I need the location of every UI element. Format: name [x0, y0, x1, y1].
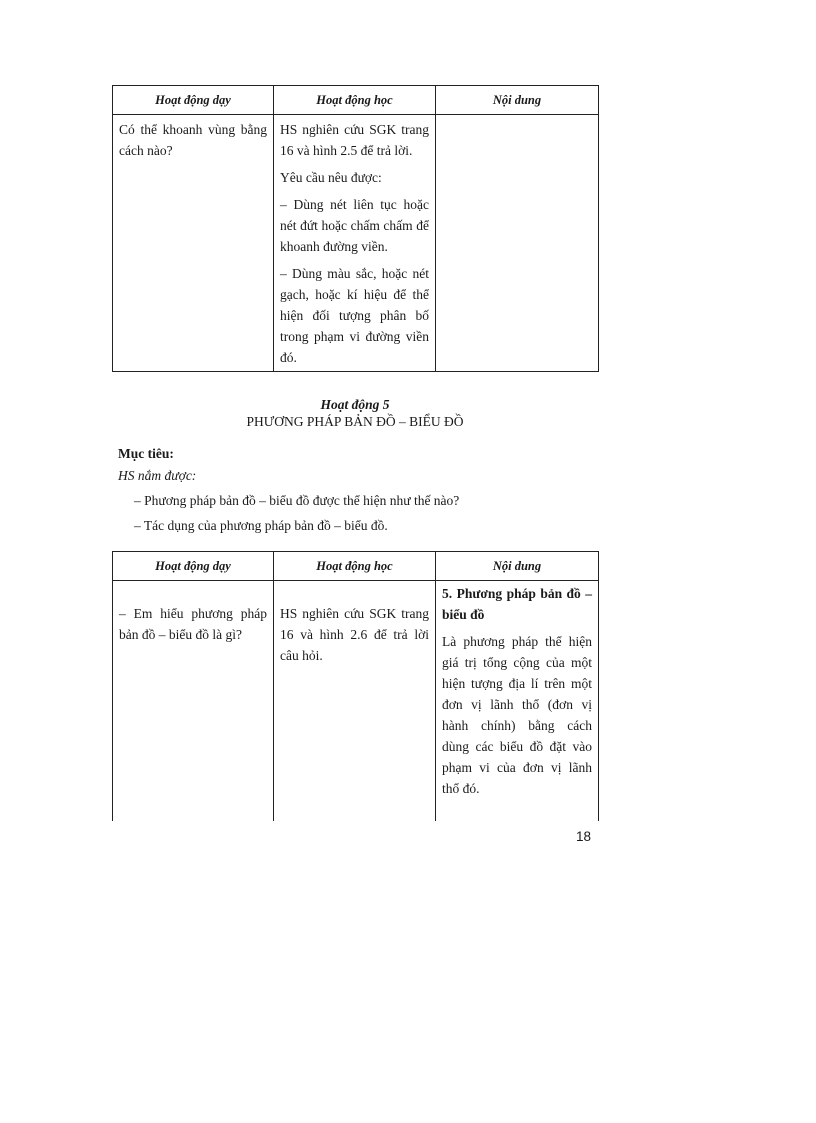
- learning-paragraph: – Dùng nét liên tục hoặc nét đứt hoặc chấm chấm để khoanh đường viền.: [280, 197, 429, 254]
- teaching-question: – Em hiểu phương pháp bản đồ – biểu đồ là gì?: [119, 606, 267, 642]
- cell-content: [436, 115, 599, 372]
- header-content: Nội dung: [436, 552, 599, 581]
- teaching-question: Có thể khoanh vùng bằng cách nào?: [119, 122, 267, 158]
- activity-table-1: [112, 85, 599, 372]
- page-number: 18: [576, 829, 592, 844]
- cell-learning: [274, 581, 436, 822]
- learning-paragraph: Yêu cầu nêu được:: [280, 170, 382, 185]
- objective-item: – Phương pháp bản đồ – biểu đồ được thể hiện như thế nào?: [134, 493, 460, 508]
- learning-paragraph: – Dùng màu sắc, hoặc nét gạch, hoặc kí hiệu để thể hiện đối tượng phân bố trong phạm vi đường viền đó.: [280, 266, 429, 365]
- header-learning: Hoạt động học: [274, 86, 436, 115]
- objective-item: – Tác dụng của phương pháp bản đồ – biểu đồ.: [134, 518, 388, 533]
- content-body: Là phương pháp thể hiện giá trị tổng cộng của một hiện tượng địa lí trên một đơn vị lãnh thổ (đơn vị hành chính) bằng cách dùng các biểu đồ đặt vào phạm vi của đơn vị lãnh thổ đó.: [442, 634, 592, 796]
- header-learning: Hoạt động học: [274, 552, 436, 581]
- header-teaching: Hoạt động dạy: [113, 552, 274, 581]
- activity-subtitle: PHƯƠNG PHÁP BẢN ĐỒ – BIỂU ĐỒ: [246, 414, 464, 429]
- cell-teaching: [113, 581, 274, 822]
- learning-text: HS nghiên cứu SGK trang 16 và hình 2.6 để trả lời câu hỏi.: [280, 606, 429, 663]
- table-header-row: [113, 552, 599, 581]
- content-heading: 5. Phương pháp bản đồ – biểu đồ: [442, 586, 592, 622]
- cell-learning: [274, 115, 436, 372]
- table-row: [113, 115, 599, 372]
- activity-title: Hoạt động 5: [320, 397, 390, 412]
- objectives-label: Mục tiêu:: [118, 446, 174, 461]
- table-header-row: [113, 86, 599, 115]
- cell-teaching: [113, 115, 274, 372]
- learning-paragraph: HS nghiên cứu SGK trang 16 và hình 2.5 để trả lời.: [280, 122, 429, 158]
- header-teaching: Hoạt động dạy: [113, 86, 274, 115]
- cell-content: [436, 581, 599, 822]
- activity-table-2: [112, 551, 599, 821]
- table-row: [113, 581, 599, 822]
- header-content: Nội dung: [436, 86, 599, 115]
- objectives-lead: HS nắm được:: [118, 468, 197, 483]
